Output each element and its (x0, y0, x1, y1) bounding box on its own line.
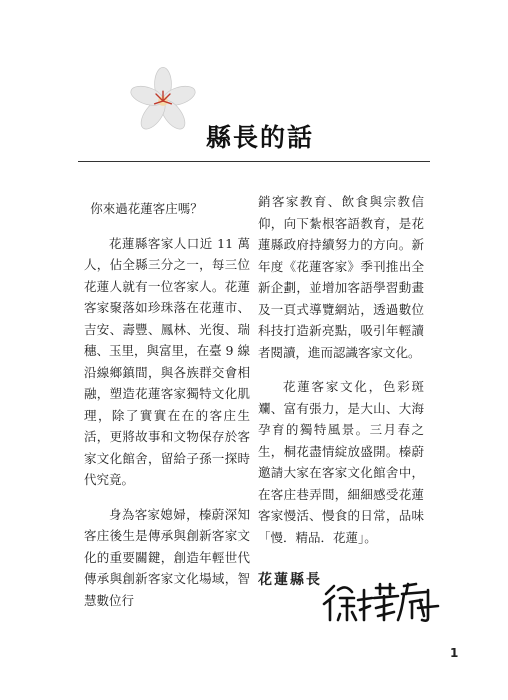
signature-title: 花蓮縣長 (258, 572, 322, 588)
paragraph: 花蓮縣客家人口近 11 萬人，佔全縣三分之一，每三位花蓮人就有一位客家人。花蓮客家聚落如珍珠落在花蓮市、吉安、壽豐、鳳林、光復、瑞穗、玉里，與富里，在臺 9 線沿線鄉鎮間，與各族群交會相融，塑造花蓮客家獨特文化肌理，除了實實在在的客庄生活，更將故事和文物保存於客家文化館舍，留給子孫一探時代究竟。 (84, 235, 250, 487)
paragraph: 銷客家教育、飲食與宗教信仰，向下紮根客語教育，是花蓮縣政府持續努力的方向。新年度《花蓮客家》季刊推出全新企劃，並增加客語學習動畫及一頁式導覽網站，透過數位科技打造新亮點，吸引年輕讀者閱讀，進而認識客家文化。 (258, 194, 424, 360)
paragraph: 你來過花蓮客庄嗎？ (90, 201, 203, 216)
paragraph: 身為客家媳婦，榛蔚深知客庄後生是傳承與創新客家文化的重要關鍵，創造年輕世代傳承與創新客家文化場域，智慧數位行 (84, 506, 250, 608)
paragraph: 花蓮客家文化，色彩斑斕、富有張力，是大山、大海孕育的獨特風景。三月春之生，桐花盡情綻放盛開。榛蔚邀請大家在客家文化館舍中，在客庄巷弄間，細細感受花蓮客家慢活、慢食的日常，品味「慢．精品．花蓮」。 (258, 379, 424, 545)
title-divider (78, 161, 430, 162)
page-title: 縣長的話 (206, 123, 315, 152)
tung-blossom-icon (128, 66, 198, 136)
page-number: 1 (450, 646, 459, 660)
right-column (258, 191, 424, 561)
handwritten-signature (320, 580, 445, 624)
left-column (84, 198, 250, 624)
